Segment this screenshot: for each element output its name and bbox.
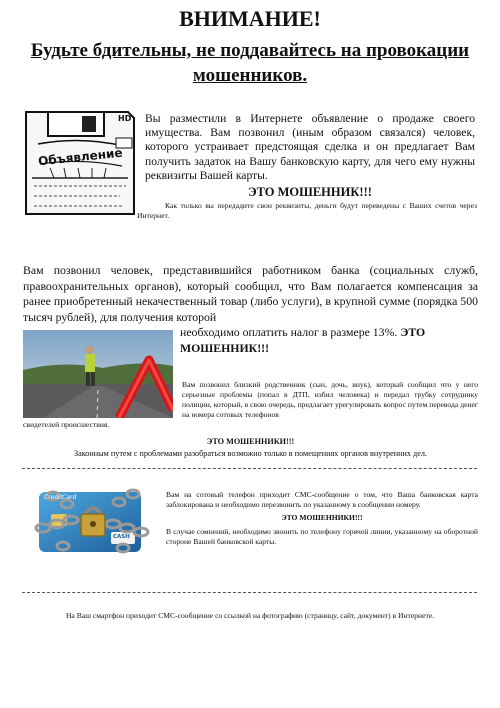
page-title: ВНИМАНИЕ!: [179, 6, 321, 31]
section2-alert: ЭТО МОШЕННИК!!!: [180, 325, 426, 355]
road-warning-photo: [23, 330, 173, 418]
card-cash-label: CASH: [113, 534, 130, 540]
section1-note: Как только вы передадите свои реквизиты, деньги будут переведены с Ваших счетов через Интернет.: [137, 201, 477, 221]
divider: [22, 592, 477, 593]
section4-text: Вам на сотовый телефон приходит СМС-сообщение о том, что Ваша банковская карта заблокирована и необходимо перезвонить по указанному в сообщении номеру.: [166, 490, 478, 510]
section1-text: Вы разместили в Интернете объявление о продаже своего имущества. Вам позвонил (иным образом связался) человек, которого устраивает предстоящая сделка и он предлагает Вам получить задаток на Вашу банковскую карту, для чего ему нужны реквизиты Вашей карты.: [145, 112, 475, 182]
section1-alert: ЭТО МОШЕННИК!!!: [248, 185, 372, 200]
section3-text-end: свидетелей происшествия.: [23, 420, 110, 429]
section3-block: [23, 436, 478, 460]
section5-text: На Ваш смартфон приходит СМС-сообщение со ссылкой на фотографию (страницу, сайт, документ) в Интернете.: [65, 611, 435, 620]
divider: [22, 468, 477, 469]
disk-label: HD: [118, 114, 132, 123]
section3-text: Вам позвонил близкий родственник (сын, дочь, внук), который сообщил что у него серьезные проблемы (попал в ДТП, избил человека) и передал трубку сотруднику полиции, который, в свою очередь, предлагает урегулировать вопрос путем перевода денег на номера сотовых телефонов: [182, 380, 478, 419]
card-brand-label: CreditCard: [44, 494, 77, 501]
section4-block: [166, 490, 478, 547]
section4-alert: ЭТО МОШЕННИКИ!!!: [281, 513, 363, 523]
section3-note: Законным путем с проблемами разобраться возможно только в помещениях органов внутренних дел.: [74, 449, 427, 458]
section2-block-end: [180, 325, 478, 356]
section2-text-end: необходимо оплатить налог в размере 13%.: [180, 325, 398, 339]
section2-text: Вам позвонил человек, представившийся работником банка (социальных служб, правоохранительных органов), который сообщил, что Вам полагается компенсация за ранее приобретенный некачественный товар (либо услуги), в крупной сумме (порядка 500 тысяч рублей), для получения которой: [23, 263, 478, 324]
section3-alert: ЭТО МОШЕННИКИ!!!: [206, 437, 295, 446]
section1-block: [137, 112, 477, 221]
announcement-label: Объявление: [37, 145, 124, 169]
page-subtitle: Будьте бдительны, не поддавайтесь на провокации мошенников.: [30, 40, 470, 86]
section4-note: В случае сомнений, необходимо звонить по телефону горячей линии, указанному на оборотной стороне Вашей банковской карты.: [166, 526, 478, 546]
